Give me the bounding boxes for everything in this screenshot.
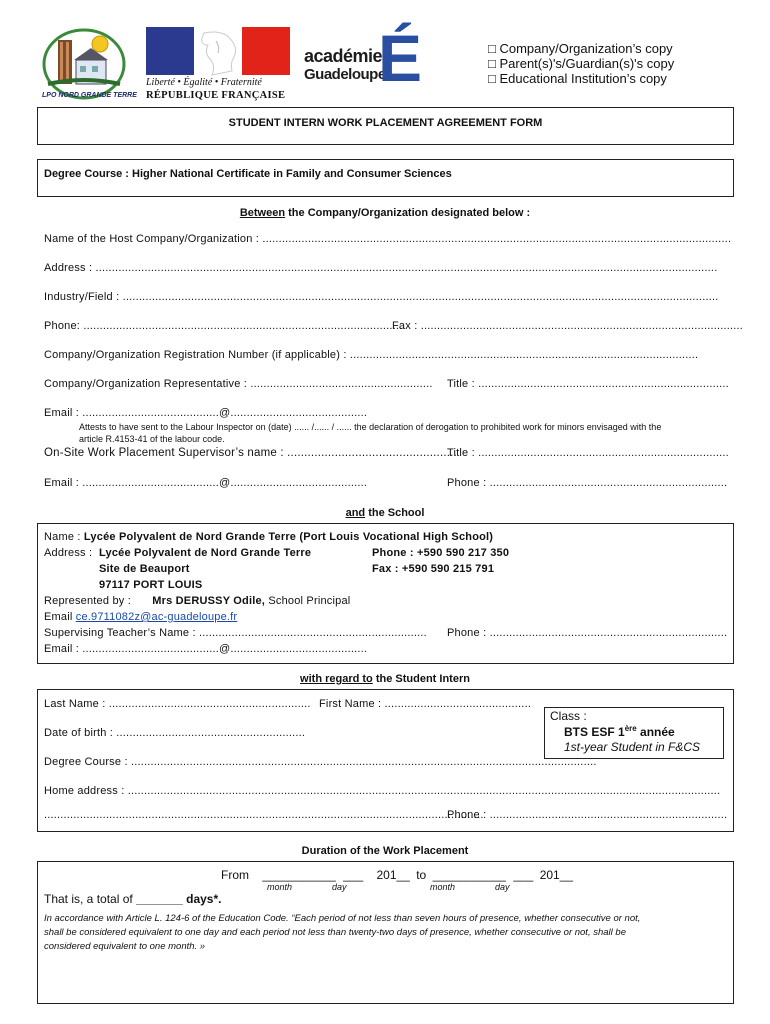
attests-text-1: Attests to have sent to the Labour Inspector on (date) ...... /...... / ...... the declaration of derogation to prohibited work for minors envisaged with the [79, 422, 662, 432]
school-address-label: Address : [44, 547, 93, 559]
teacher-phone-field[interactable]: Phone : ......................................................................... [447, 627, 728, 639]
from-year-blank[interactable]: 201__ [376, 868, 410, 882]
academie-text-2: Guadeloupe [304, 66, 386, 83]
school-address-2-text: Site de Beauport [99, 563, 190, 575]
represented-by [44, 595, 350, 607]
host-name-field[interactable]: Name of the Host Company/Organization : ................................................................................................................................................ [44, 233, 732, 245]
company-fax-field[interactable]: Fax : ................................................................................................... [392, 320, 744, 332]
teacher-email-field[interactable]: Email : ..........................................@.......................................... [44, 643, 368, 655]
from-month-caption: month [267, 882, 293, 892]
copy-company-label: Company/Organization’s copy [499, 41, 673, 56]
student-phone-field[interactable]: Phone : ......................................................................... [447, 809, 728, 821]
school-address-2 [99, 563, 190, 575]
to-label: to [416, 868, 427, 882]
total-suffix: days*. [186, 892, 222, 906]
checkbox-icon[interactable]: □ [488, 71, 496, 86]
degree-course-box [37, 159, 734, 197]
representative-title-field[interactable]: Title : ............................................................................. [447, 378, 729, 390]
school-fax [372, 563, 494, 575]
school-heading [0, 507, 770, 519]
class-value-text-2: année [636, 725, 675, 739]
school-address-1 [99, 547, 311, 559]
from-label: From [221, 868, 249, 882]
attests-text-2: article R.4153-41 of the labour code. [79, 434, 225, 444]
school-email-label: Email [44, 611, 76, 623]
student-heading-rest: the Student Intern [372, 673, 470, 685]
from-month-blank[interactable]: ___________ [262, 868, 336, 882]
degree-course: Degree Course : Higher National Certificate in Family and Consumer Sciences [44, 168, 452, 180]
school-logo [40, 26, 137, 106]
total-prefix: That is, a total of [44, 892, 133, 906]
form-title-box [37, 107, 734, 145]
to-day-blank[interactable]: ___ [513, 868, 534, 882]
school-email-link[interactable]: ce.9711082z@ac-guadeloupe.fr [75, 611, 238, 623]
duration-from-row [221, 868, 573, 882]
to-day-caption: day [495, 882, 510, 892]
article-text-3: considered equivalent to one month. » [44, 941, 206, 952]
school-phone [372, 547, 509, 559]
total-days-blank[interactable]: _______ [136, 892, 183, 906]
supervisor-title-field[interactable]: Title : ............................................................................. [447, 447, 729, 459]
company-heading [0, 207, 770, 219]
academie-logo [302, 21, 423, 100]
company-heading-underlined: Between [239, 207, 286, 219]
article-text-2: shall be considered equivalent to one day and each period not less than twenty-two days of presence, whether consecutive or not, shall be [44, 927, 626, 938]
represented-label: Represented by : [44, 595, 131, 607]
from-day-caption: day [332, 882, 347, 892]
supervisor-phone-field[interactable]: Phone : ......................................................................... [447, 477, 728, 489]
class-value-text: BTS ESF 1 [564, 725, 625, 739]
to-month-caption: month [430, 882, 456, 892]
form-title: STUDENT INTERN WORK PLACEMENT AGREEMENT FORM [228, 117, 543, 129]
home-address-line2[interactable]: ....................................................................................................................................... [44, 809, 484, 821]
school-fax-text: Fax : +590 590 215 791 [372, 563, 495, 575]
home-address-field[interactable]: Home address : ...................................................................................................................................................................................... [44, 785, 721, 797]
supervisor-field[interactable]: On-Site Work Placement Supervisor’s name : .................................................. [44, 447, 457, 459]
first-name-field[interactable]: First Name : ............................................. [319, 698, 532, 710]
from-day-blank[interactable]: ___ [343, 868, 364, 882]
to-year-blank[interactable]: 201__ [539, 868, 574, 882]
class-label: Class : [550, 709, 587, 723]
student-degree-field[interactable]: Degree Course : ............................................................................................................................................... [44, 756, 597, 768]
school-address-3 [99, 579, 202, 591]
teacher-name-field[interactable]: Supervising Teacher’s Name : ...................................................................... [44, 627, 427, 639]
school-name [44, 531, 493, 543]
school-heading-underlined: and [345, 507, 366, 519]
company-phone-field[interactable]: Phone: ................................................................................................... [44, 320, 406, 332]
supervisor-email-field[interactable]: Email : ..........................................@.......................................... [44, 477, 368, 489]
marianne-republic: RÉPUBLIQUE FRANÇAISE [146, 90, 286, 101]
registration-field[interactable]: Company/Organization Registration Number (if applicable) : ........................................................................................................... [44, 349, 699, 361]
class-note: 1st-year Student in F&CS [564, 740, 701, 754]
school-phone-text: Phone : +590 590 217 350 [372, 547, 510, 559]
school-heading-rest: the School [365, 507, 425, 519]
academie-text-1: académie [304, 46, 383, 66]
school-address-1-text: Lycée Polyvalent de Nord Grande Terre [99, 547, 312, 559]
copy-parent-label: Parent(s)'s/Guardian(s)'s copy [499, 56, 675, 71]
copy-list [488, 41, 674, 86]
copy-parent[interactable] [488, 56, 674, 71]
copy-institution-label: Educational Institution’s copy [499, 71, 667, 86]
class-sup: ère [624, 724, 637, 733]
school-logo-text: LPO NORD GRANDE TERRE [42, 92, 137, 99]
copy-company[interactable] [488, 41, 674, 56]
school-name-label: Name : [44, 531, 84, 543]
to-month-blank[interactable]: ___________ [432, 868, 506, 882]
school-name-value: Lycée Polyvalent de Nord Grande Terre (Port Louis Vocational High School) [83, 531, 494, 543]
duration-heading: Duration of the Work Placement [301, 845, 469, 857]
student-heading [0, 673, 770, 685]
student-heading-underlined: with regard to [300, 673, 373, 685]
checkbox-icon[interactable]: □ [488, 41, 496, 56]
article-text-1: In accordance with Article L. 124-6 of the Education Code. “Each period of not less than seven hours of presence, whether consecutive or not, [44, 913, 641, 924]
company-email-field[interactable]: Email : ..........................................@.......................................... [44, 407, 368, 419]
marianne-logo [146, 27, 290, 103]
principal-name: Mrs DERUSSY Odile, [152, 595, 266, 607]
representative-field[interactable]: Company/Organization Representative : ........................................................ [44, 378, 433, 390]
industry-field[interactable]: Industry/Field : ....................................................................................................................................................................................... [44, 291, 719, 303]
school-email [44, 611, 237, 623]
principal-role: School Principal [265, 595, 351, 607]
dob-field[interactable]: Date of birth : .......................................................... [44, 727, 306, 739]
school-address-3-text: 97117 PORT LOUIS [99, 579, 203, 591]
company-address-field[interactable]: Address : ............................................................................................................................................................................................... [44, 262, 718, 274]
company-heading-rest: the Company/Organization designated below : [285, 207, 531, 219]
class-value [564, 724, 675, 739]
marianne-motto: Liberté • Égalité • Fraternité [146, 77, 262, 88]
last-name-field[interactable]: Last Name : .............................................................. [44, 698, 311, 710]
academie-letter-logo: É [378, 21, 423, 95]
total-days-row [44, 892, 221, 906]
copy-institution[interactable] [488, 71, 674, 86]
checkbox-icon[interactable]: □ [488, 56, 496, 71]
